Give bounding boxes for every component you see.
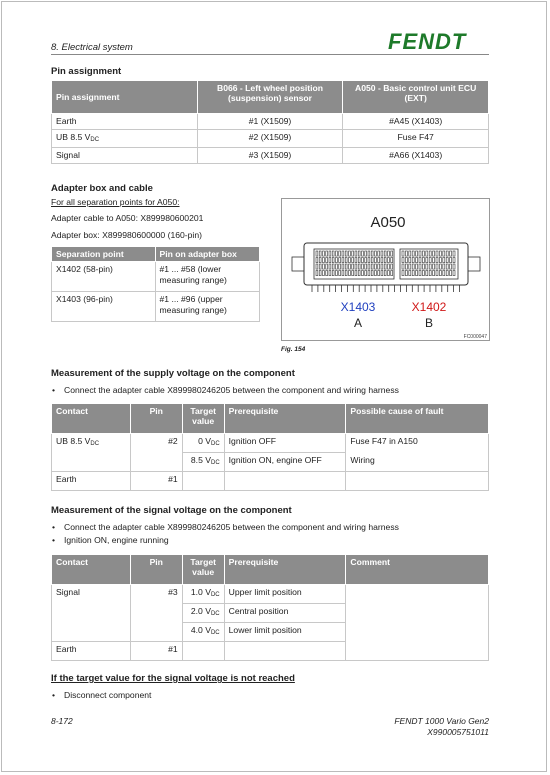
letter-b: B <box>424 316 434 330</box>
table-row <box>52 114 489 130</box>
cell: X1403 (96-pin) <box>52 292 156 322</box>
cell: #3 <box>130 585 182 604</box>
x1402-label: X1402 <box>411 300 447 314</box>
cell: Ignition OFF <box>224 434 346 453</box>
col-header: B066 - Left wheel position (suspension) sensor <box>197 81 343 114</box>
document-info <box>380 716 489 737</box>
cell: Signal <box>52 147 198 163</box>
svg-text:FENDT: FENDT <box>388 30 467 52</box>
supply-table <box>51 403 489 491</box>
cell: #1 <box>130 472 182 491</box>
cell: 2.0 $V_{DC}$ <box>182 604 224 623</box>
cell: #3 (X1509) <box>197 147 343 163</box>
signal-heading: Measurement of the signal voltage on the component <box>51 505 292 516</box>
col-header: Prerequisite <box>224 404 346 434</box>
cell: 4.0 $V_{DC}$ <box>182 623 224 642</box>
model-name: FENDT 1000 Vario Gen2 <box>394 716 489 726</box>
cell: Fuse F47 in A150 <box>346 434 489 453</box>
cell: #1 ... #58 (lower measuring range) <box>155 262 259 292</box>
cell: Earth <box>52 472 131 491</box>
cell <box>52 604 131 623</box>
cell <box>346 472 489 491</box>
figure-code: FC000047 <box>463 334 487 340</box>
cell: UB 8.5 $V_{DC}$ <box>52 130 198 148</box>
table-row <box>52 434 489 453</box>
cell <box>182 642 224 661</box>
not-reached-bullet: • Disconnect component <box>64 690 151 700</box>
cell <box>346 585 489 661</box>
x1403-label: X1403 <box>340 300 376 314</box>
figure-caption: Fig. 154 <box>281 346 306 353</box>
connector-figure <box>281 198 490 341</box>
col-header: Pin on adapter box <box>155 247 259 262</box>
cell <box>130 604 182 623</box>
cell <box>52 623 131 642</box>
cell: Earth <box>52 642 131 661</box>
table-row <box>52 292 260 322</box>
col-header: Possible cause of fault <box>346 404 489 434</box>
cell <box>224 642 346 661</box>
adapter-line-3: Adapter box: X899980600000 (160-pin) <box>51 230 202 240</box>
col-header: Comment <box>346 555 489 585</box>
cell <box>130 623 182 642</box>
col-header: Pin <box>130 555 182 585</box>
col-header: Pin assignment <box>52 81 198 114</box>
cell: #1 ... #96 (upper measuring range) <box>155 292 259 322</box>
table-row <box>52 130 489 148</box>
col-header: Contact <box>52 404 131 434</box>
pin-assignment-heading: Pin assignment <box>51 66 122 77</box>
ecu-connector-drawing <box>282 199 489 340</box>
col-header: Target value <box>182 404 224 434</box>
cell: Ignition ON, engine OFF <box>224 453 346 472</box>
cell: #1 (X1509) <box>197 114 343 130</box>
col-header: Separation point <box>52 247 156 262</box>
cell <box>224 472 346 491</box>
supply-heading: Measurement of the supply voltage on the component <box>51 368 295 379</box>
cell: #2 <box>130 434 182 453</box>
header-rule <box>51 54 489 55</box>
cell: 0 $V_{DC}$ <box>182 434 224 453</box>
cell: X1402 (58-pin) <box>52 262 156 292</box>
pin-assignment-table <box>51 80 489 164</box>
not-reached-heading: If the target value for the signal voltage is not reached <box>51 673 295 684</box>
col-header: Target value <box>182 555 224 585</box>
page-number: 8-172 <box>51 716 73 726</box>
col-header: Prerequisite <box>224 555 346 585</box>
cell: #2 (X1509) <box>197 130 343 148</box>
cell: Wiring <box>346 453 489 472</box>
table-row <box>52 453 489 472</box>
document-number: X990005751011 <box>427 726 489 737</box>
fendt-logo <box>388 30 489 52</box>
signal-table <box>51 554 489 661</box>
figure-title: A050 <box>370 214 406 231</box>
section-title: 8. Electrical system <box>51 42 133 53</box>
table-row <box>52 147 489 163</box>
supply-bullet: • Connect the adapter cable X899980246205 between the component and wiring harness <box>64 385 399 395</box>
table-row <box>52 262 260 292</box>
table-row <box>52 585 489 604</box>
col-header: Pin <box>130 404 182 434</box>
cell: #A66 (X1403) <box>343 147 489 163</box>
adapter-line-2: Adapter cable to A050: X899980600201 <box>51 213 204 223</box>
cell: #A45 (X1403) <box>343 114 489 130</box>
table-row <box>52 472 489 491</box>
col-header: Contact <box>52 555 131 585</box>
cell <box>52 453 131 472</box>
col-header: A050 - Basic control unit ECU (EXT) <box>343 81 489 114</box>
cell: 8.5 $V_{DC}$ <box>182 453 224 472</box>
letter-a: A <box>353 316 363 330</box>
adapter-heading: Adapter box and cable <box>51 183 153 194</box>
cell: UB 8.5 $V_{DC}$ <box>52 434 131 453</box>
adapter-line-1: For all separation points for A050: <box>51 197 180 207</box>
adapter-table <box>51 246 260 322</box>
cell: Earth <box>52 114 198 130</box>
cell: Fuse F47 <box>343 130 489 148</box>
cell: Lower limit position <box>224 623 346 642</box>
signal-bullet-2: • Ignition ON, engine running <box>64 535 169 545</box>
signal-bullet-1: • Connect the adapter cable X899980246205 between the component and wiring harness <box>64 522 399 532</box>
cell: Upper limit position <box>224 585 346 604</box>
cell: 1.0 $V_{DC}$ <box>182 585 224 604</box>
cell: #1 <box>130 642 182 661</box>
cell <box>130 453 182 472</box>
cell: Signal <box>52 585 131 604</box>
cell: Central position <box>224 604 346 623</box>
cell <box>182 472 224 491</box>
